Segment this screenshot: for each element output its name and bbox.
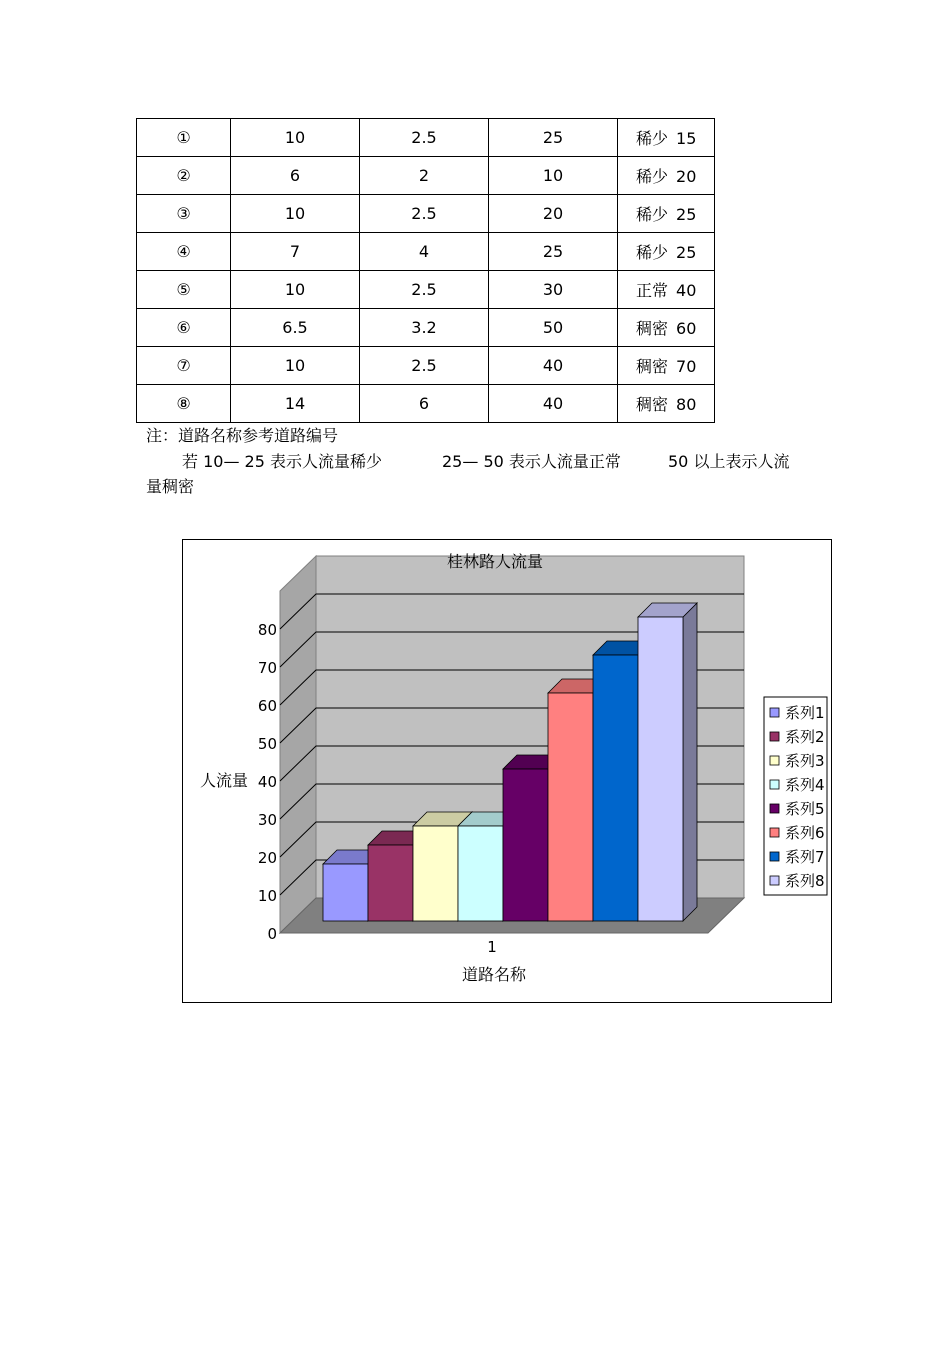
chart-side-wall bbox=[280, 556, 316, 933]
legend-swatch bbox=[770, 876, 779, 885]
table-row bbox=[137, 309, 715, 347]
legend-label: 系列8 bbox=[785, 872, 825, 890]
table-cell-c1: 10 bbox=[231, 271, 360, 309]
table-cell-c3: 25 bbox=[489, 233, 618, 271]
table-cell-c3: 20 bbox=[489, 195, 618, 233]
table-cell-no: ② bbox=[137, 157, 231, 195]
level-label: 正常 bbox=[636, 281, 669, 300]
table-cell-level bbox=[618, 233, 715, 271]
table-cell-no: ① bbox=[137, 119, 231, 157]
table-cell-c1: 14 bbox=[231, 385, 360, 423]
table-row bbox=[137, 271, 715, 309]
y-tick-label: 40 bbox=[257, 773, 277, 791]
y-tick-label: 80 bbox=[257, 621, 277, 639]
legend-swatch bbox=[770, 828, 779, 837]
table-cell-level bbox=[618, 271, 715, 309]
note-line-1: 注：道路名称参考道路编号 bbox=[146, 426, 339, 445]
table-row bbox=[137, 195, 715, 233]
table-cell-c3: 30 bbox=[489, 271, 618, 309]
x-tick-label: 1 bbox=[487, 938, 497, 956]
bar bbox=[503, 769, 548, 921]
note-range-high: 50 以上表示人流 bbox=[668, 452, 790, 471]
y-tick-label: 60 bbox=[257, 697, 277, 715]
table-cell-no: ④ bbox=[137, 233, 231, 271]
legend-swatch bbox=[770, 804, 779, 813]
level-label: 稠密 bbox=[636, 357, 669, 376]
table-cell-level bbox=[618, 119, 715, 157]
table-row bbox=[137, 233, 715, 271]
table-row bbox=[137, 119, 715, 157]
y-tick-label: 0 bbox=[267, 925, 277, 943]
y-tick-label: 10 bbox=[257, 887, 277, 905]
table-cell-c2: 2.5 bbox=[360, 271, 489, 309]
table-cell-c1: 6 bbox=[231, 157, 360, 195]
bar bbox=[638, 617, 683, 921]
level-label: 稠密 bbox=[636, 395, 669, 414]
table-cell-c3: 25 bbox=[489, 119, 618, 157]
table-cell-c3: 40 bbox=[489, 385, 618, 423]
level-label: 稠密 bbox=[636, 319, 669, 338]
level-value: 70 bbox=[676, 357, 697, 376]
level-value: 25 bbox=[676, 243, 697, 262]
y-tick-label: 50 bbox=[257, 735, 277, 753]
level-label: 稀少 bbox=[636, 167, 669, 186]
bar bbox=[368, 845, 413, 921]
bar bbox=[593, 655, 638, 921]
data-table bbox=[136, 118, 715, 423]
table-cell-c1: 6.5 bbox=[231, 309, 360, 347]
table-cell-no: ⑤ bbox=[137, 271, 231, 309]
table-cell-level bbox=[618, 385, 715, 423]
bar bbox=[323, 864, 368, 921]
level-value: 15 bbox=[676, 129, 697, 148]
legend-swatch bbox=[770, 780, 779, 789]
table-row bbox=[137, 385, 715, 423]
note-line-3: 量稠密 bbox=[146, 477, 195, 496]
table-cell-c2: 2.5 bbox=[360, 347, 489, 385]
legend-label: 系列4 bbox=[785, 776, 825, 794]
table-cell-c2: 6 bbox=[360, 385, 489, 423]
note-range-normal: 25— 50 表示人流量正常 bbox=[442, 452, 621, 471]
legend-label: 系列1 bbox=[785, 704, 825, 722]
table-cell-c2: 2.5 bbox=[360, 119, 489, 157]
legend-label: 系列7 bbox=[785, 848, 825, 866]
level-label: 稀少 bbox=[636, 205, 669, 224]
table-cell-level bbox=[618, 309, 715, 347]
y-tick-label: 20 bbox=[257, 849, 277, 867]
y-tick-label: 70 bbox=[257, 659, 277, 677]
level-label: 稀少 bbox=[636, 243, 669, 262]
legend-label: 系列2 bbox=[785, 728, 825, 746]
table-cell-no: ⑦ bbox=[137, 347, 231, 385]
chart-title: 桂林路人流量 bbox=[446, 552, 544, 571]
table-cell-c3: 50 bbox=[489, 309, 618, 347]
table-cell-c3: 10 bbox=[489, 157, 618, 195]
level-value: 40 bbox=[676, 281, 697, 300]
legend-swatch bbox=[770, 852, 779, 861]
bar-side bbox=[683, 603, 697, 921]
table-cell-c2: 3.2 bbox=[360, 309, 489, 347]
legend-label: 系列6 bbox=[785, 824, 825, 842]
legend-label: 系列5 bbox=[785, 800, 825, 818]
table-cell-c1: 10 bbox=[231, 195, 360, 233]
level-value: 20 bbox=[676, 167, 697, 186]
table-cell-no: ⑧ bbox=[137, 385, 231, 423]
y-axis-label: 人流量 bbox=[200, 771, 249, 790]
table-cell-c1: 10 bbox=[231, 119, 360, 157]
table-cell-c2: 2.5 bbox=[360, 195, 489, 233]
bar bbox=[458, 826, 503, 921]
table-cell-level bbox=[618, 347, 715, 385]
table-cell-c2: 2 bbox=[360, 157, 489, 195]
y-tick-label: 30 bbox=[257, 811, 277, 829]
bar bbox=[413, 826, 458, 921]
table-row bbox=[137, 347, 715, 385]
table-cell-c3: 40 bbox=[489, 347, 618, 385]
legend-label: 系列3 bbox=[785, 752, 825, 770]
level-value: 25 bbox=[676, 205, 697, 224]
table-cell-c1: 10 bbox=[231, 347, 360, 385]
table-cell-no: ③ bbox=[137, 195, 231, 233]
legend-swatch bbox=[770, 708, 779, 717]
x-axis-label: 道路名称 bbox=[461, 965, 527, 984]
level-label: 稀少 bbox=[636, 129, 669, 148]
table-cell-no: ⑥ bbox=[137, 309, 231, 347]
table-cell-level bbox=[618, 157, 715, 195]
bar-chart bbox=[182, 539, 832, 1003]
table-cell-level bbox=[618, 195, 715, 233]
table-cell-c2: 4 bbox=[360, 233, 489, 271]
legend-swatch bbox=[770, 732, 779, 741]
bar bbox=[548, 693, 593, 921]
table-row bbox=[137, 157, 715, 195]
level-value: 60 bbox=[676, 319, 697, 338]
level-value: 80 bbox=[676, 395, 697, 414]
legend-swatch bbox=[770, 756, 779, 765]
table-cell-c1: 7 bbox=[231, 233, 360, 271]
note-range-low: 若 10— 25 表示人流量稀少 bbox=[182, 452, 382, 471]
